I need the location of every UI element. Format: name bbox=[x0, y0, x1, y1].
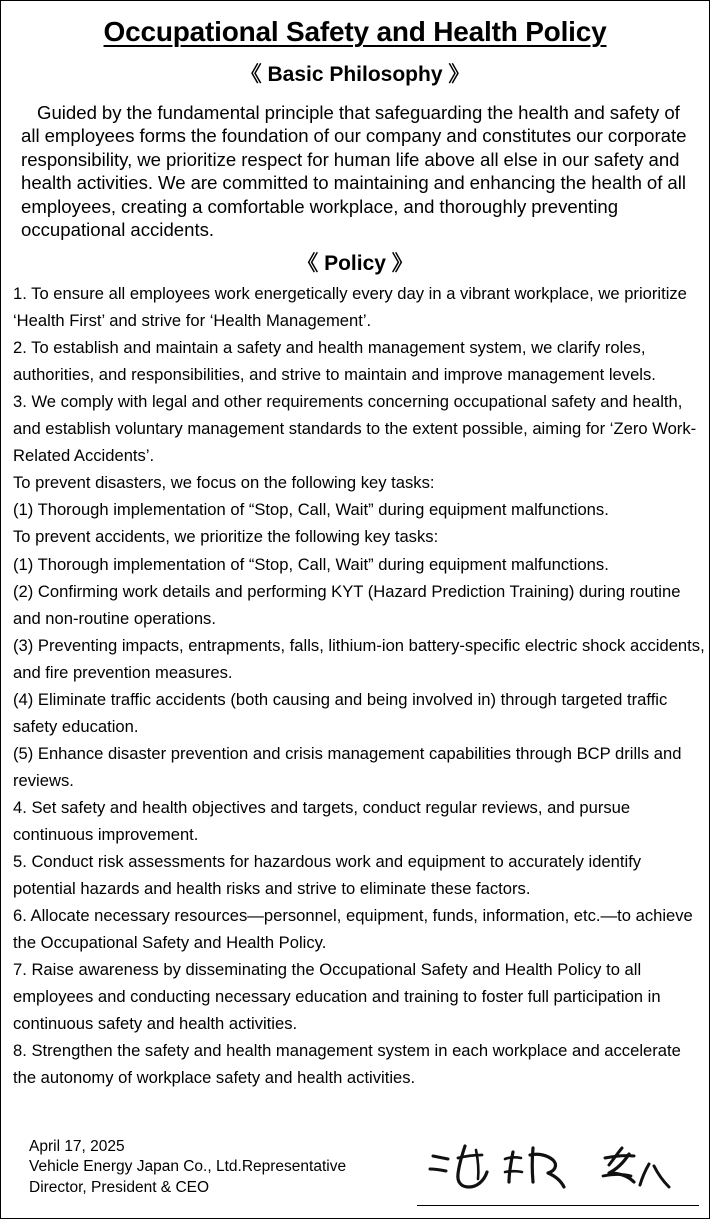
list-item: (1) Thorough implementation of “Stop, Call, Wait” during equipment malfunctions. bbox=[13, 554, 609, 574]
basic-philosophy-body: Guided by the fundamental principle that safeguarding the health and safety of all employees forms the foundation of our company and constitutes our corporate responsibility, we prioritize respect for human life above all else in our safety and health activities. We are committed to maintaining and enhancing the health of all employees, creating a comfortable workplace, and thoroughly preventing occupational accidents. bbox=[21, 101, 687, 241]
list-item: 4. Set safety and health objectives and targets, conduct regular reviews, and pursue continuous improvement. bbox=[13, 797, 631, 844]
handwritten-signature-icon bbox=[417, 1138, 699, 1200]
list-item: 2. To establish and maintain a safety and health management system, we clarify roles, authorities, and responsibilities, and strive to maintain and improve management levels. bbox=[13, 338, 656, 385]
page-title-text: Occupational Safety and Health Policy bbox=[103, 16, 607, 47]
list-item: 6. Allocate necessary resources—personnel, equipment, funds, information, etc.—to achieve the Occupational Safety and Health Policy. bbox=[13, 906, 693, 953]
signature-area bbox=[417, 1134, 699, 1206]
signature-date: April 17, 2025 bbox=[29, 1137, 125, 1155]
signature-line bbox=[417, 1205, 699, 1206]
list-item: 3. We comply with legal and other requirements concerning occupational safety and health, and establish voluntary management standards to the extent possible, aiming for ‘Zero Work-Related Accidents’. bbox=[13, 392, 697, 466]
list-item: (4) Eliminate traffic accidents (both causing and being involved in) through targeted traffic safety education. bbox=[13, 689, 668, 736]
list-item: To prevent accidents, we prioritize the following key tasks: bbox=[13, 527, 439, 547]
page-title bbox=[1, 15, 709, 49]
list-item: (3) Preventing impacts, entrapments, falls, lithium-ion battery-specific electric shock accidents, and fire prevention measures. bbox=[13, 635, 705, 682]
signature-title: Director, President & CEO bbox=[29, 1178, 210, 1196]
list-item: 7. Raise awareness by disseminating the Occupational Safety and Health Policy to all employees and conducting necessary education and training to foster full participation in continuous safety and health activities. bbox=[13, 960, 661, 1034]
signature-block bbox=[29, 1137, 429, 1198]
list-item: 5. Conduct risk assessments for hazardous work and equipment to accurately identify potential hazards and health risks and strive to eliminate these factors. bbox=[13, 852, 642, 899]
section-heading-policy: 《 Policy 》 bbox=[297, 251, 413, 275]
list-item: 8. Strengthen the safety and health management system in each workplace and accelerate the autonomy of workplace safety and health activities. bbox=[13, 1041, 681, 1088]
list-item: (1) Thorough implementation of “Stop, Call, Wait” during equipment malfunctions. bbox=[13, 500, 609, 520]
list-item: To prevent disasters, we focus on the following key tasks: bbox=[13, 473, 435, 493]
list-item: (2) Confirming work details and performing KYT (Hazard Prediction Training) during routine and non-routine operations. bbox=[13, 581, 681, 628]
list-item: (5) Enhance disaster prevention and crisis management capabilities through BCP drills and reviews. bbox=[13, 743, 682, 790]
list-item: 1. To ensure all employees work energetically every day in a vibrant workplace, we prioritize ‘Health First’ and strive for ‘Health Management’. bbox=[13, 284, 687, 331]
policy-list bbox=[1, 280, 709, 1091]
signature-company: Vehicle Energy Japan Co., Ltd.Representative bbox=[29, 1158, 347, 1176]
section-heading-basic-philosophy: 《 Basic Philosophy 》 bbox=[240, 62, 470, 86]
